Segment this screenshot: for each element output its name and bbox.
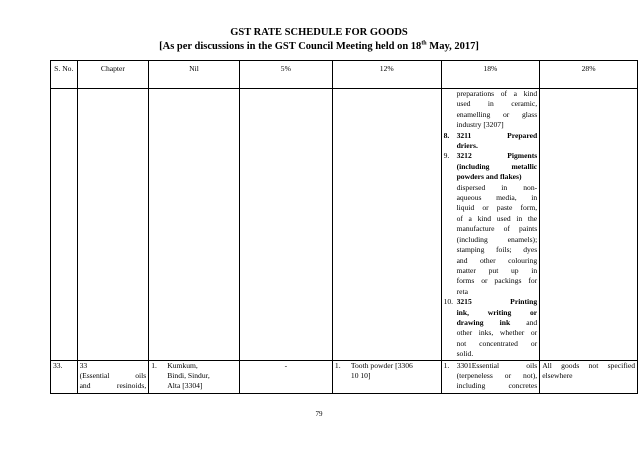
header-chapter: Chapter: [77, 61, 149, 89]
table-row: [51, 89, 638, 361]
item-number: 9.: [443, 151, 450, 161]
text-line: Bindi, Sindur,: [167, 370, 210, 380]
header-sno: S. No.: [51, 61, 78, 89]
text-line: matter put up in: [456, 265, 538, 275]
cell-chapter: [77, 360, 149, 393]
header-28pct: 28%: [540, 61, 638, 89]
text-line: driers.: [456, 141, 478, 151]
text-line: including concretes: [456, 381, 538, 391]
item-number: 10.: [443, 297, 454, 307]
cell-18pct: [441, 89, 540, 361]
text-line: and other colouring: [456, 255, 538, 265]
text-line: industry [3207]: [456, 120, 504, 130]
cell-sno: 33.: [51, 360, 78, 393]
item-number: 8.: [443, 130, 450, 140]
text-line: aqueous media, in: [456, 193, 538, 203]
text-line: not concentrated or: [456, 338, 538, 348]
text-line: other inks, whether or: [456, 328, 538, 338]
list-item: [444, 361, 538, 392]
page-subtitle: [As per discussions in the GST Council Meeting held on 18th May, 2017]: [159, 40, 479, 52]
text-line: solid.: [456, 349, 474, 359]
text-line: of a kind used in the: [456, 213, 538, 223]
page-number: 79: [315, 410, 323, 418]
item-number: 1.: [334, 360, 341, 370]
text-line: stamping foils; dyes: [456, 245, 538, 255]
cell-nil: [149, 360, 240, 393]
table-row: [51, 360, 638, 393]
cell-nil: [149, 89, 240, 361]
cell-18pct: [441, 360, 540, 393]
text-line: 3211 Prepared: [456, 130, 538, 140]
text-line: (Essential oils: [79, 370, 147, 380]
header-18pct: 18%: [441, 61, 540, 89]
text-line: elsewhere: [542, 370, 573, 380]
text-line: manufacture of paints: [456, 224, 538, 234]
cell-28pct: [540, 360, 638, 393]
text-line: Tooth powder [3306: [350, 360, 413, 370]
cell-12pct: [332, 360, 441, 393]
text-line: 33: [79, 360, 88, 370]
cell-28pct: [540, 89, 638, 361]
cell-chapter: [77, 89, 149, 361]
header-12pct: 12%: [332, 61, 441, 89]
list-item: [151, 361, 237, 392]
text-line: powders and flakes): [456, 172, 522, 182]
text-line: 10 10]: [350, 370, 371, 380]
text-line: All goods not specified: [542, 360, 635, 370]
cell-5pct: [239, 89, 332, 361]
text-line: liquid or paste form,: [456, 203, 538, 213]
list-item: [335, 361, 439, 382]
cell-12pct: [332, 89, 441, 361]
text-line: enamelling or glass: [456, 109, 538, 119]
text-line: dispersed in non-: [456, 182, 538, 192]
text-line: ink, writing or: [456, 307, 538, 317]
page-title: GST RATE SCHEDULE FOR GOODS: [230, 27, 408, 38]
item-number: 1.: [443, 360, 450, 370]
list-item: [444, 131, 538, 152]
text-line: 3215 Printing: [456, 297, 538, 307]
text-line: 3212 Pigments: [456, 151, 538, 161]
text-line: 3301Essential oils: [456, 360, 538, 370]
text-line: reta: [456, 286, 468, 296]
text-line: preparations of a kind: [456, 89, 538, 98]
header-5pct: 5%: [239, 61, 332, 89]
cell-sno: [51, 89, 78, 361]
item-number: 1.: [151, 360, 157, 370]
text-line: Kumkum,: [167, 360, 198, 370]
text-line: forms or packings for: [456, 276, 538, 286]
table-header-row: [51, 61, 638, 89]
list-item: [444, 151, 538, 297]
gst-rate-table: [50, 60, 638, 394]
text-line: (including enamels);: [456, 234, 538, 244]
text-line: Alta [3304]: [167, 381, 203, 391]
text-line: and resinoids,: [79, 381, 147, 391]
header-nil: Nil: [149, 61, 240, 89]
cell-5pct: -: [239, 360, 332, 393]
text-line: drawing ink and: [456, 317, 538, 327]
text-line: (terpeneless or not),: [456, 370, 538, 380]
list-item: [444, 297, 538, 359]
text-line: used in ceramic,: [456, 99, 538, 109]
text-line: (including metallic: [456, 161, 538, 171]
